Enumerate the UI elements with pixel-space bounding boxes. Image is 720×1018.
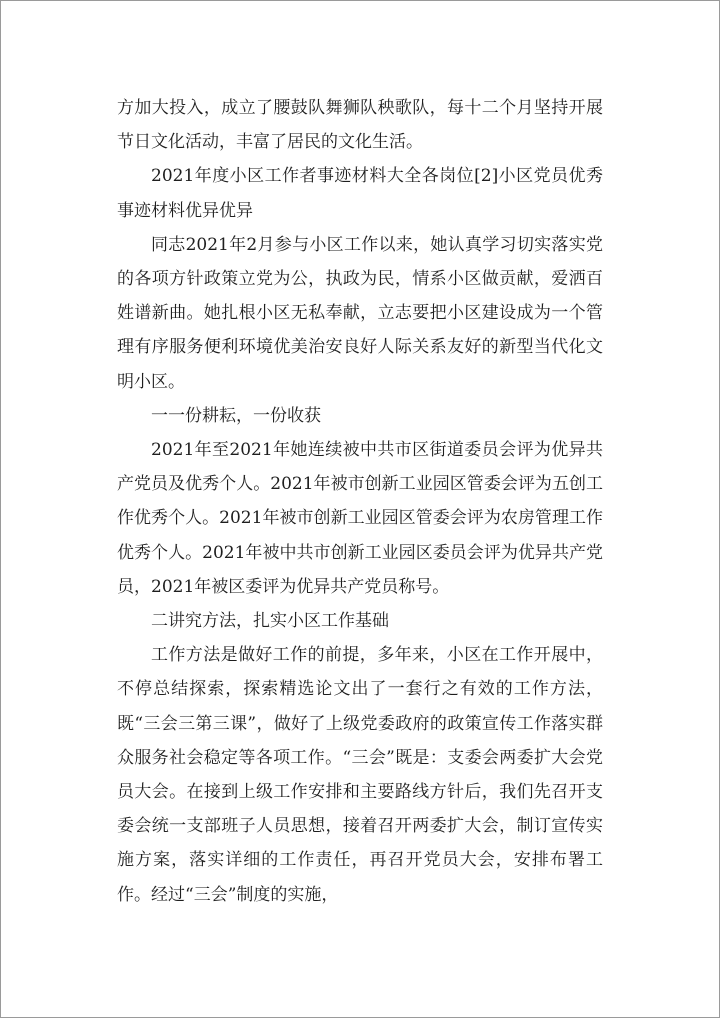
document-body [117, 91, 603, 912]
paragraph-5: 2021年至2021年她连续被中共市区街道委员会评为优异共产党员及优秀个人。2021年被市创新工业园区管委会评为五创工作优秀个人。2021年被市创新工业园区管委会评为农房管理工作优秀个人。2021年被中共市创新工业园区委员会评为优异共产党员，2021年被区委评为优异共产党员称号。 [117, 440, 603, 597]
section-heading-2: 二讲究方法，扎实小区工作基础 [151, 611, 389, 632]
section-heading-1: 一一份耕耘，一份收获 [151, 405, 321, 426]
paragraph-7: 工作方法是做好工作的前提，多年来，小区在工作开展中，不停总结探索，探索精选论文出了一套行之有效的工作方法，既“三会三第三课”，做好了上级党委政府的政策宣传工作落实群众服务社会稳定等各项工作。“三会”既是：支委会两委扩大会党员大会。在接到上级工作安排和主要路线方针后，我们先召开支委会统一支部班子人员思想，接着召开两委扩大会，制订宣传实施方案，落实详细的工作责任，再召开党员大会，安排布署工作。经过“三会”制度的实施， [117, 645, 603, 905]
paragraph-3: 同志2021年2月参与小区工作以来，她认真学习切实落实党的各项方针政策立党为公，执政为民，情系小区做贡献，爱洒百姓谱新曲。她扎根小区无私奉献，立志要把小区建设成为一个管理有序服务便利环境优美治安良好人际关系友好的新型当代化文明小区。 [117, 234, 603, 392]
paragraph-1: 方加大投入，成立了腰鼓队舞狮队秧歌队，每十二个月坚持开展节日文化活动，丰富了居民的文化生活。 [117, 98, 603, 153]
paragraph-2-heading: 2021年度小区工作者事迹材料大全各岗位[2]小区党员优秀事迹材料优异优异 [117, 166, 603, 221]
